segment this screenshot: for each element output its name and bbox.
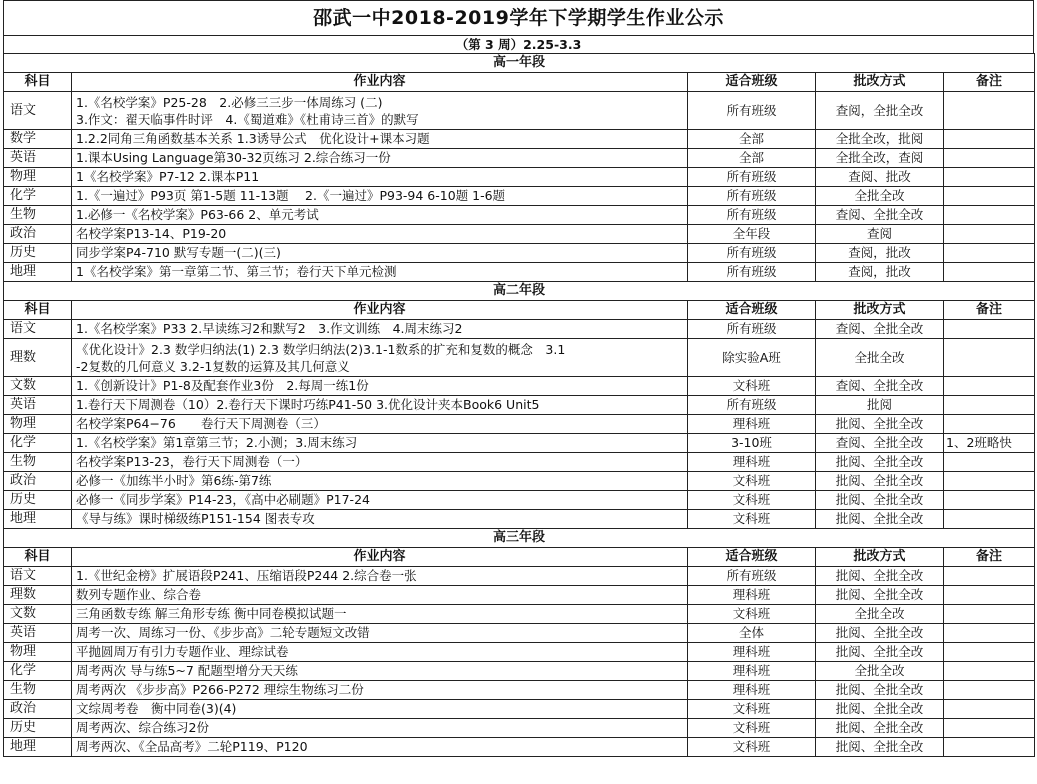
table-row bbox=[4, 586, 1035, 605]
method-cell: 批阅 bbox=[816, 396, 944, 415]
content-line: 必修一《加练半小时》第6练-第7练 bbox=[76, 473, 272, 488]
table-row bbox=[4, 662, 1035, 681]
note-cell bbox=[944, 453, 1035, 472]
method-cell: 全批全改，批阅 bbox=[816, 130, 944, 149]
classes-cell: 3-10班 bbox=[688, 434, 816, 453]
subject-cell: 文数 bbox=[4, 605, 72, 624]
column-header-row bbox=[4, 301, 1035, 320]
content-line: 名校学案P13-23，卷行天下周测卷（一） bbox=[76, 454, 308, 469]
subject-cell: 生物 bbox=[4, 681, 72, 700]
content-cell bbox=[72, 92, 688, 130]
classes-cell: 理科班 bbox=[688, 681, 816, 700]
col-header-content: 作业内容 bbox=[72, 301, 688, 320]
subject-cell: 物理 bbox=[4, 168, 72, 187]
classes-cell: 理科班 bbox=[688, 453, 816, 472]
subject-cell: 英语 bbox=[4, 396, 72, 415]
table-row bbox=[4, 681, 1035, 700]
subject-cell: 数学 bbox=[4, 130, 72, 149]
classes-cell: 文科班 bbox=[688, 491, 816, 510]
note-cell bbox=[944, 681, 1035, 700]
method-cell: 全批全改 bbox=[816, 187, 944, 206]
content-cell bbox=[72, 510, 688, 529]
content-line: 周考两次、综合练习2份 bbox=[76, 720, 209, 735]
classes-cell: 全体 bbox=[688, 624, 816, 643]
grade-section-header bbox=[4, 54, 1035, 73]
table-row bbox=[4, 244, 1035, 263]
table-row bbox=[4, 206, 1035, 225]
table-row bbox=[4, 491, 1035, 510]
subject-cell: 英语 bbox=[4, 149, 72, 168]
col-header-classes: 适合班级 bbox=[688, 301, 816, 320]
content-line: 1.必修一《名校学案》P63-66 2、单元考试 bbox=[76, 207, 319, 222]
subject-cell: 文数 bbox=[4, 377, 72, 396]
content-line: 1《名校学案》P7-12 2.课本P11 bbox=[76, 169, 260, 184]
content-cell bbox=[72, 662, 688, 681]
table-row bbox=[4, 187, 1035, 206]
col-header-classes: 适合班级 bbox=[688, 548, 816, 567]
subject-cell: 生物 bbox=[4, 453, 72, 472]
content-cell bbox=[72, 453, 688, 472]
note-cell bbox=[944, 415, 1035, 434]
classes-cell: 文科班 bbox=[688, 510, 816, 529]
classes-cell: 所有班级 bbox=[688, 168, 816, 187]
grade-name: 高一年段 bbox=[4, 54, 1035, 73]
method-cell: 批阅、全批全改 bbox=[816, 643, 944, 662]
method-cell: 查阅，批改 bbox=[816, 244, 944, 263]
method-cell: 批阅、全批全改 bbox=[816, 681, 944, 700]
note-cell bbox=[944, 662, 1035, 681]
table-row bbox=[4, 225, 1035, 244]
column-header-row bbox=[4, 548, 1035, 567]
method-cell: 查阅、全批全改 bbox=[816, 377, 944, 396]
subject-cell: 地理 bbox=[4, 738, 72, 757]
method-cell: 全批全改 bbox=[816, 662, 944, 681]
classes-cell: 理科班 bbox=[688, 586, 816, 605]
table-row bbox=[4, 567, 1035, 586]
method-cell: 全批全改 bbox=[816, 605, 944, 624]
classes-cell: 所有班级 bbox=[688, 187, 816, 206]
week-range: （第 3 周）2.25-3.3 bbox=[3, 35, 1034, 53]
method-cell: 查阅、全批全改 bbox=[816, 320, 944, 339]
content-cell bbox=[72, 225, 688, 244]
col-header-subject: 科目 bbox=[4, 73, 72, 92]
content-cell bbox=[72, 187, 688, 206]
subject-cell: 化学 bbox=[4, 187, 72, 206]
content-cell bbox=[72, 567, 688, 586]
homework-table bbox=[3, 53, 1035, 757]
classes-cell: 所有班级 bbox=[688, 320, 816, 339]
content-line: 三角函数专练 解三角形专练 衡中同卷模拟试题一 bbox=[76, 606, 347, 621]
content-cell bbox=[72, 244, 688, 263]
grade-section-header bbox=[4, 282, 1035, 301]
table-row bbox=[4, 320, 1035, 339]
table-row bbox=[4, 738, 1035, 757]
subject-cell: 政治 bbox=[4, 700, 72, 719]
content-line: 名校学案P13-14、P19-20 bbox=[76, 226, 227, 241]
method-cell: 全批全改 bbox=[816, 339, 944, 377]
subject-cell: 语文 bbox=[4, 567, 72, 586]
method-cell: 批阅、全批全改 bbox=[816, 567, 944, 586]
subject-cell: 政治 bbox=[4, 472, 72, 491]
method-cell: 批阅、全批全改 bbox=[816, 586, 944, 605]
content-line: 《导与练》课时梯级练P151-154 图表专攻 bbox=[76, 511, 315, 526]
content-cell bbox=[72, 149, 688, 168]
subject-cell: 历史 bbox=[4, 491, 72, 510]
subject-cell: 生物 bbox=[4, 206, 72, 225]
content-cell bbox=[72, 491, 688, 510]
content-cell bbox=[72, 719, 688, 738]
note-cell bbox=[944, 339, 1035, 377]
note-cell bbox=[944, 624, 1035, 643]
content-cell bbox=[72, 586, 688, 605]
content-line: -2复数的几何意义 3.2-1复数的运算及其几何意义 bbox=[76, 359, 350, 374]
note-cell bbox=[944, 738, 1035, 757]
classes-cell: 文科班 bbox=[688, 700, 816, 719]
note-cell bbox=[944, 377, 1035, 396]
method-cell: 查阅，批改 bbox=[816, 263, 944, 282]
table-row bbox=[4, 643, 1035, 662]
method-cell: 批阅、全批全改 bbox=[816, 624, 944, 643]
content-cell bbox=[72, 320, 688, 339]
table-row bbox=[4, 168, 1035, 187]
content-line: 数列专题作业、综合卷 bbox=[76, 587, 202, 602]
col-header-classes: 适合班级 bbox=[688, 73, 816, 92]
classes-cell: 全年段 bbox=[688, 225, 816, 244]
note-cell bbox=[944, 396, 1035, 415]
note-cell bbox=[944, 206, 1035, 225]
table-row bbox=[4, 624, 1035, 643]
col-header-method: 批改方式 bbox=[816, 73, 944, 92]
content-cell bbox=[72, 206, 688, 225]
note-cell bbox=[944, 130, 1035, 149]
table-row bbox=[4, 415, 1035, 434]
method-cell: 批阅、全批全改 bbox=[816, 738, 944, 757]
note-cell: 1、2班略快 bbox=[944, 434, 1035, 453]
col-header-method: 批改方式 bbox=[816, 548, 944, 567]
content-line: 同步学案P4-710 默写专题一(二)(三) bbox=[76, 245, 281, 260]
note-cell bbox=[944, 472, 1035, 491]
table-row bbox=[4, 700, 1035, 719]
content-line: 平抛圆周万有引力专题作业、理综试卷 bbox=[76, 644, 289, 659]
content-line: 1《名校学案》第一章第二节、第三节；卷行天下单元检测 bbox=[76, 264, 397, 279]
note-cell bbox=[944, 586, 1035, 605]
content-line: 《优化设计》2.3 数学归纳法(1) 2.3 数学归纳法(2)3.1-1数系的扩充和复数的概念 3.1 bbox=[76, 342, 566, 357]
content-cell bbox=[72, 377, 688, 396]
method-cell: 查阅、全批全改 bbox=[816, 434, 944, 453]
note-cell bbox=[944, 92, 1035, 130]
content-line: 1.《名校学案》P25-28 2.必修三三步一体周练习 (二) bbox=[76, 95, 383, 110]
classes-cell: 全部 bbox=[688, 130, 816, 149]
content-cell bbox=[72, 263, 688, 282]
content-line: 1.卷行天下周测卷（10）2.卷行天下课时巧练P41-50 3.优化设计夹本Book6 Unit5 bbox=[76, 397, 540, 412]
subject-cell: 语文 bbox=[4, 92, 72, 130]
content-cell bbox=[72, 434, 688, 453]
content-cell bbox=[72, 396, 688, 415]
subject-cell: 英语 bbox=[4, 624, 72, 643]
content-line: 1.《名校学案》第1章第三节；2.小测；3.周末练习 bbox=[76, 435, 358, 450]
content-cell bbox=[72, 339, 688, 377]
col-header-content: 作业内容 bbox=[72, 548, 688, 567]
subject-cell: 化学 bbox=[4, 662, 72, 681]
table-row bbox=[4, 472, 1035, 491]
classes-cell: 文科班 bbox=[688, 377, 816, 396]
method-cell: 批阅、全批全改 bbox=[816, 453, 944, 472]
subject-cell: 地理 bbox=[4, 510, 72, 529]
table-row bbox=[4, 263, 1035, 282]
content-cell bbox=[72, 168, 688, 187]
note-cell bbox=[944, 567, 1035, 586]
content-line: 1.《创新设计》P1-8及配套作业3份 2.每周一练1份 bbox=[76, 378, 369, 393]
table-row bbox=[4, 434, 1035, 453]
classes-cell: 所有班级 bbox=[688, 244, 816, 263]
grade-name: 高二年段 bbox=[4, 282, 1035, 301]
note-cell bbox=[944, 320, 1035, 339]
note-cell bbox=[944, 225, 1035, 244]
classes-cell: 所有班级 bbox=[688, 263, 816, 282]
content-line: 1.2.2同角三角函数基本关系 1.3诱导公式 优化设计+课本习题 bbox=[76, 131, 430, 146]
subject-cell: 物理 bbox=[4, 643, 72, 662]
classes-cell: 全部 bbox=[688, 149, 816, 168]
content-line: 文综周考卷 衡中同卷(3)(4) bbox=[76, 701, 237, 716]
classes-cell: 文科班 bbox=[688, 472, 816, 491]
content-cell bbox=[72, 700, 688, 719]
table-row bbox=[4, 396, 1035, 415]
table-row bbox=[4, 339, 1035, 377]
method-cell: 查阅、批改 bbox=[816, 168, 944, 187]
subject-cell: 政治 bbox=[4, 225, 72, 244]
note-cell bbox=[944, 244, 1035, 263]
classes-cell: 除实验A班 bbox=[688, 339, 816, 377]
col-header-content: 作业内容 bbox=[72, 73, 688, 92]
method-cell: 查阅、全批全改 bbox=[816, 206, 944, 225]
table-row bbox=[4, 92, 1035, 130]
col-header-note: 备注 bbox=[944, 73, 1035, 92]
note-cell bbox=[944, 263, 1035, 282]
classes-cell: 所有班级 bbox=[688, 396, 816, 415]
note-cell bbox=[944, 719, 1035, 738]
content-line: 1.《名校学案》P33 2.早读练习2和默写2 3.作文训练 4.周末练习2 bbox=[76, 321, 463, 336]
content-cell bbox=[72, 681, 688, 700]
subject-cell: 历史 bbox=[4, 719, 72, 738]
method-cell: 批阅、全批全改 bbox=[816, 415, 944, 434]
subject-cell: 历史 bbox=[4, 244, 72, 263]
content-line: 必修一《同步学案》P14-23，《高中必刷题》P17-24 bbox=[76, 492, 370, 507]
classes-cell: 理科班 bbox=[688, 643, 816, 662]
content-cell bbox=[72, 624, 688, 643]
content-cell bbox=[72, 738, 688, 757]
content-line: 3.作文：翟天临事件时评 4.《蜀道难》《杜甫诗三首》的默写 bbox=[76, 112, 419, 127]
classes-cell: 所有班级 bbox=[688, 567, 816, 586]
col-header-subject: 科目 bbox=[4, 301, 72, 320]
homework-sheet bbox=[3, 0, 1034, 757]
content-cell bbox=[72, 415, 688, 434]
table-row bbox=[4, 377, 1035, 396]
method-cell: 查阅，全批全改 bbox=[816, 92, 944, 130]
method-cell: 批阅、全批全改 bbox=[816, 510, 944, 529]
table-row bbox=[4, 719, 1035, 738]
note-cell bbox=[944, 168, 1035, 187]
content-line: 周考一次、周练习一份、《步步高》二轮专题短文改错 bbox=[76, 625, 370, 640]
method-cell: 全批全改，查阅 bbox=[816, 149, 944, 168]
column-header-row bbox=[4, 73, 1035, 92]
classes-cell: 文科班 bbox=[688, 719, 816, 738]
note-cell bbox=[944, 149, 1035, 168]
col-header-subject: 科目 bbox=[4, 548, 72, 567]
table-row bbox=[4, 510, 1035, 529]
classes-cell: 文科班 bbox=[688, 605, 816, 624]
content-cell bbox=[72, 605, 688, 624]
grade-name: 高三年段 bbox=[4, 529, 1035, 548]
content-line: 1.《世纪金榜》扩展语段P241、压缩语段P244 2.综合卷一张 bbox=[76, 568, 417, 583]
subject-cell: 化学 bbox=[4, 434, 72, 453]
content-cell bbox=[72, 472, 688, 491]
content-line: 周考两次、《全品高考》二轮P119、P120 bbox=[76, 739, 308, 754]
note-cell bbox=[944, 491, 1035, 510]
content-line: 1.《一遍过》P93页 第1-5题 11-13题 2.《一遍过》P93-94 6-10题 1-6题 bbox=[76, 188, 506, 203]
method-cell: 批阅、全批全改 bbox=[816, 700, 944, 719]
method-cell: 批阅、全批全改 bbox=[816, 491, 944, 510]
method-cell: 批阅、全批全改 bbox=[816, 472, 944, 491]
classes-cell: 文科班 bbox=[688, 738, 816, 757]
classes-cell: 所有班级 bbox=[688, 92, 816, 130]
method-cell: 批阅、全批全改 bbox=[816, 719, 944, 738]
content-line: 周考两次 《步步高》P266-P272 理综生物练习二份 bbox=[76, 682, 364, 697]
method-cell: 查阅 bbox=[816, 225, 944, 244]
subject-cell: 理数 bbox=[4, 586, 72, 605]
table-row bbox=[4, 453, 1035, 472]
col-header-note: 备注 bbox=[944, 548, 1035, 567]
note-cell bbox=[944, 700, 1035, 719]
col-header-method: 批改方式 bbox=[816, 301, 944, 320]
note-cell bbox=[944, 605, 1035, 624]
grade-section-header bbox=[4, 529, 1035, 548]
subject-cell: 理数 bbox=[4, 339, 72, 377]
content-line: 1.课本Using Language第30-32页练习 2.综合练习一份 bbox=[76, 150, 391, 165]
classes-cell: 所有班级 bbox=[688, 206, 816, 225]
col-header-note: 备注 bbox=[944, 301, 1035, 320]
content-cell bbox=[72, 643, 688, 662]
classes-cell: 理科班 bbox=[688, 415, 816, 434]
table-row bbox=[4, 605, 1035, 624]
content-cell bbox=[72, 130, 688, 149]
content-line: 周考两次 导与练5~7 配题型增分天天练 bbox=[76, 663, 298, 678]
subject-cell: 地理 bbox=[4, 263, 72, 282]
content-line: 名校学案P64−76 卷行天下周测卷（三） bbox=[76, 416, 326, 431]
subject-cell: 物理 bbox=[4, 415, 72, 434]
table-row bbox=[4, 130, 1035, 149]
note-cell bbox=[944, 187, 1035, 206]
note-cell bbox=[944, 643, 1035, 662]
classes-cell: 理科班 bbox=[688, 662, 816, 681]
table-row bbox=[4, 149, 1035, 168]
note-cell bbox=[944, 510, 1035, 529]
subject-cell: 语文 bbox=[4, 320, 72, 339]
page-title: 邵武一中2018-2019学年下学期学生作业公示 bbox=[3, 0, 1034, 35]
